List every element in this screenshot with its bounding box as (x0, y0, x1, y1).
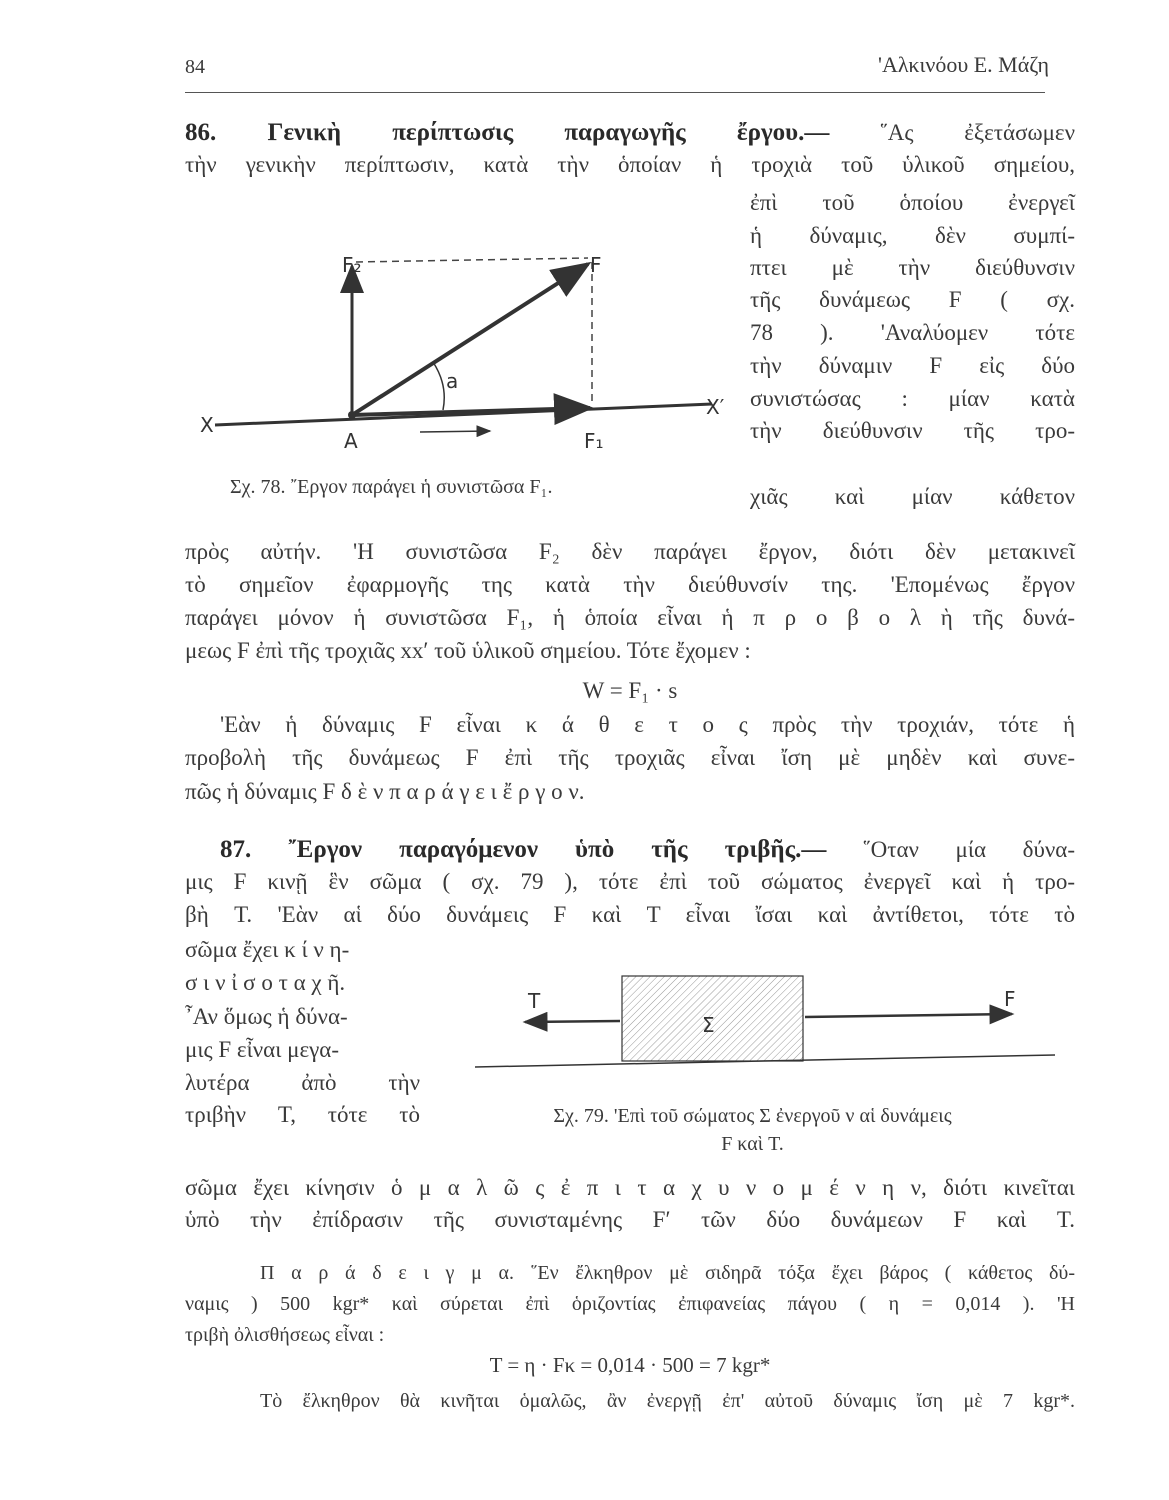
figure-78-caption: Σχ. 78. ῎Εργον παράγει ἡ συνιστῶσα F₁. (230, 476, 553, 498)
text-line: ῏Αν ὅμως ἡ δύνα- (185, 1004, 348, 1029)
label-f: F (1004, 987, 1016, 1011)
text-line: προβολὴ τῆς δυνάμεως F ἐπὶ τῆς τροχιᾶς εἶναι ἴση μὲ μηδὲν καὶ συνε- (185, 745, 1075, 770)
formula-work: W = F₁ · s (582, 678, 678, 703)
page-number: 84 (185, 56, 205, 78)
text-line: μις F εἶναι μεγα- (185, 1037, 340, 1062)
section-86-first-line (185, 118, 1075, 148)
label-x-prime: X′ (706, 395, 725, 419)
text-line: λυτέρα ἀπὸ τὴν (185, 1070, 420, 1095)
text-line: σ ι ν ἰ σ ο τ α χ ῆ. (185, 970, 346, 995)
text-line: τριβὴν T, τότε τὸ (185, 1102, 420, 1127)
figure-78-force-decomposition (190, 240, 730, 460)
dashed-horizontal (356, 258, 588, 262)
header-rule (185, 92, 1045, 93)
x-axis-line (215, 404, 712, 425)
text-line: πῶς ἡ δύναμις F δ ὲ ν π α ρ ά γ ε ι ἔ ρ γ ο ν. (185, 779, 585, 804)
label-t: T (528, 989, 541, 1013)
text-line: βὴ T. 'Εὰν αἱ δύο δυνάμεις F καὶ T εἶναι ἴσαι καὶ ἀντίθετοι, τότε τὸ (185, 902, 1075, 927)
text-line: τὴν διεύθυνσιν τῆς τρο- (750, 418, 1075, 443)
text-line: πρὸς αὐτήν. 'Η συνιστῶσα F₂ δὲν παράγει ἔργον, διότι δὲν μετακινεῖ (185, 539, 1075, 564)
text-line: ῞Οταν μία δύνα- (863, 837, 1075, 862)
example-line: τριβὴ ὀλισθήσεως εἶναι : (185, 1324, 385, 1346)
text-line: μεως F ἐπὶ τῆς τροχιᾶς xx′ τοῦ ὑλικοῦ σημείου. Τότε ἔχομεν : (185, 638, 751, 663)
text-line: ἐπὶ τοῦ ὁποίου ἐνεργεῖ (750, 190, 1075, 215)
section-87-first-line (220, 835, 1075, 865)
text-line: τὴν γενικὴν περίπτωσιν, κατὰ τὴν ὁποίαν ἡ τροχιὰ τοῦ ὑλικοῦ σημείου, (185, 152, 1075, 177)
text-line: μις F κινῇ ἓν σῶμα ( σχ. 79 ), τότε ἐπὶ τοῦ σώματος ἐνεργεῖ καὶ ἡ τρο- (185, 869, 1075, 894)
text-line: ἡ δύναμις, δὲν συμπί- (750, 223, 1075, 248)
angle-arc (433, 362, 444, 410)
label-angle: a (446, 369, 459, 393)
section-87-heading: 87. ῎Εργον παραγόμενον ὑπὸ τῆς τριβῆς.— (220, 836, 827, 863)
text-line: συνιστώσας : μίαν κατὰ (750, 386, 1075, 411)
figure-79-friction (470, 960, 1070, 1080)
t-arrow (525, 1021, 620, 1022)
example-conclusion: Τὸ ἔλκηθρον θὰ κινῆται ὁμαλῶς, ἂν ἐνεργῇ ἐπ' αὐτοῦ δύναμις ἴση μὲ 7 kgr*. (260, 1390, 1075, 1412)
text-line: σῶμα ἔχει κ ί ν η- (185, 937, 350, 962)
text-line: τὸ σημεῖον ἐφαρμογῆς της κατὰ τὴν διεύθυνσίν της. 'Επομένως ἔργον (185, 572, 1075, 597)
text-line: σῶμα ἔχει κίνησιν ὁ μ α λ ῶ ς ἐ π ι τ α χ υ ν ο μ έ ν η ν, διότι κινεῖται (185, 1175, 1075, 1200)
text-line: ῞Ας ἐξετάσωμεν (880, 120, 1075, 145)
text-line: ὑπὸ τὴν ἐπίδρασιν τῆς συνισταμένης F′ τῶν δύο δυνάμεων F καὶ T. (185, 1207, 1075, 1232)
label-x: X (200, 413, 214, 437)
text-line: 'Εὰν ἡ δύναμις F εἶναι κ ά θ ε τ ο ς πρὸς τὴν τροχιάν, τότε ἡ (220, 712, 1075, 737)
text-line: χιᾶς καὶ μίαν κάθετον (750, 484, 1075, 509)
label-f2: F₂ (342, 253, 362, 277)
text-line: παράγει μόνον ἡ συνιστῶσα F₁, ἡ ὁποία εἶναι ἡ π ρ ο β ο λ ὴ τῆς δυνά- (185, 605, 1075, 630)
text-line: 78 ). 'Αναλύομεν τότε (750, 320, 1075, 345)
label-a-point: A (344, 429, 358, 453)
example-line: Π α ρ ά δ ε ι γ μ α. ῞Εν ἔλκηθρον μὲ σιδηρᾶ τόξα ἔχει βάρος ( κάθετος δύ- (260, 1262, 1075, 1284)
figure-79-caption-line-2: F καὶ T. (721, 1133, 784, 1155)
text-line: τὴν δύναμιν F εἰς δύο (750, 353, 1075, 378)
text-line: τῆς δυνάμεως F ( σχ. (750, 287, 1075, 312)
text-line: πτει μὲ τὴν διεύθυνσιν (750, 255, 1075, 280)
f-arrow (352, 264, 588, 415)
section-86-heading: 86. Γενικὴ περίπτωσις παραγωγῆς ἔργου.— (185, 119, 830, 146)
label-f: F (590, 253, 602, 277)
direction-arrow (420, 431, 490, 432)
figure-79-caption-line-1: Σχ. 79. 'Επὶ τοῦ σώματος Σ ἐνεργοῦ ν αἱ δυνάμεις (553, 1105, 952, 1127)
label-sigma: Σ (702, 1013, 715, 1037)
running-title: 'Αλκινόου Ε. Μάζη (878, 52, 1049, 77)
example-line: ναμις ) 500 kgr* καὶ σύρεται ἐπὶ ὁριζοντίας ἐπιφανείας πάγου ( η = 0,014 ). 'Η (185, 1293, 1075, 1315)
label-f1: F₁ (584, 429, 604, 453)
formula-friction: T = η · Fκ = 0,014 · 500 = 7 kgr* (489, 1353, 771, 1377)
f-arrow (805, 1014, 1012, 1017)
